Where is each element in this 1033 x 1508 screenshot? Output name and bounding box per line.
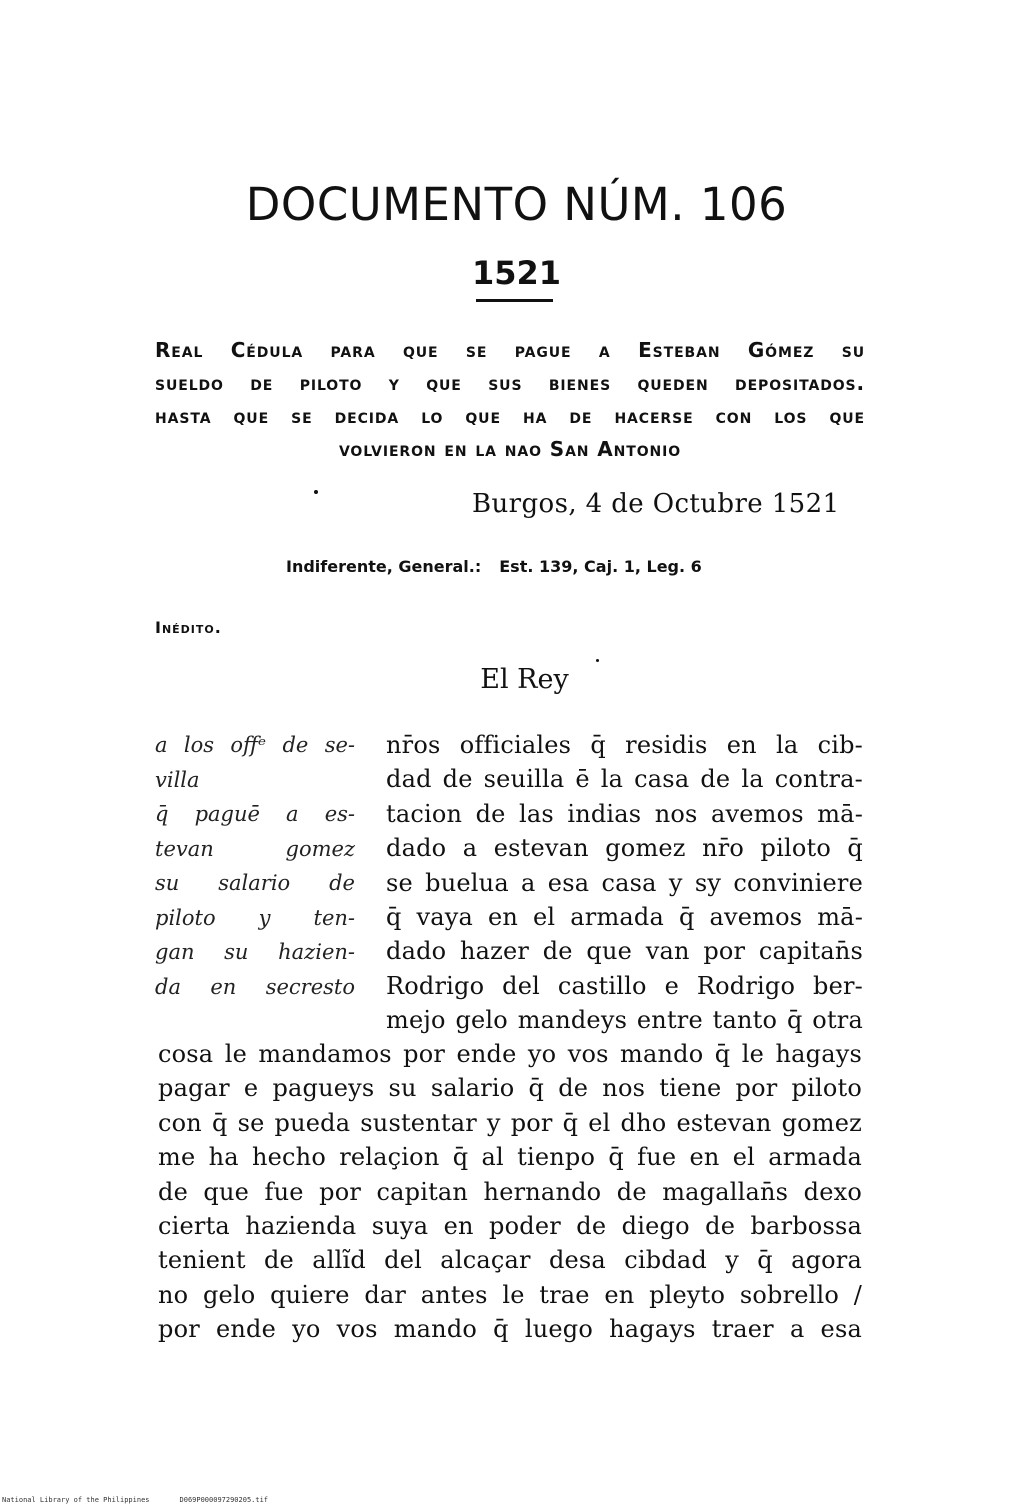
year-underline xyxy=(476,299,553,302)
archive-reference: Est. 139, Caj. 1, Leg. 6 xyxy=(499,557,702,576)
body-line: nr̄os officiales q̄ residis en la cib- xyxy=(386,731,863,759)
archive-section: Indiferente, General.: xyxy=(286,557,482,576)
body-line: con q̄ se pueda sustentar y por q̄ el dho estevan gomez xyxy=(158,1108,862,1137)
document-summary xyxy=(155,334,865,466)
body-line: me ha hecho relaçion q̄ al tienpo q̄ fue en el armada xyxy=(158,1143,862,1172)
margin-note-line: gan su hazien- xyxy=(155,940,355,964)
body-line: q̄ vaya en el armada q̄ avemos mā- xyxy=(386,903,863,932)
archive-reference-line xyxy=(286,557,720,576)
summary-line: hasta que se decida lo que ha de hacerse con los que xyxy=(155,404,865,428)
body-line: tenient de allĩd del alcaçar desa cibdad y q̄ agora xyxy=(158,1246,862,1275)
stray-mark xyxy=(596,659,599,662)
footer-file: D069P000097290205.tif xyxy=(179,1496,269,1504)
body-line: dad de seuilla ē la casa de la contra- xyxy=(386,765,863,794)
margin-note-line: da en secresto xyxy=(155,974,355,999)
stray-mark xyxy=(314,490,318,494)
body-line: mejo gelo mandeys entre tanto q̄ otra xyxy=(386,1006,863,1035)
publication-status: Inédito. xyxy=(155,618,222,637)
body-line: por ende yo vos mando q̄ luego hagays traer a esa xyxy=(158,1315,862,1344)
body-line: no gelo quiere dar antes le trae en pleyto sobrello / xyxy=(158,1280,862,1309)
summary-line: volvieron en la nao San Antonio xyxy=(338,437,682,461)
scan-footer xyxy=(2,1496,298,1504)
place-date: Burgos, 4 de Octubre 1521 xyxy=(472,489,840,519)
body-line: cierta hazienda suya en poder de diego de barbossa xyxy=(158,1212,862,1241)
document-year: 1521 xyxy=(471,254,562,292)
margin-note-line: a los offᵉ de se- xyxy=(155,733,355,757)
body-line: de que fue por capitan hernando de magallan̄s dexo xyxy=(158,1177,862,1206)
margin-note-line: piloto y ten- xyxy=(155,905,355,930)
margin-note-line: su salario de xyxy=(155,871,355,895)
body-text-wide xyxy=(158,1037,862,1347)
margin-note-line: tevan gomez xyxy=(155,836,355,861)
body-line: pagar e pagueys su salario q̄ de nos tiene por piloto xyxy=(158,1074,862,1103)
body-line: se buelua a esa casa y sy conviniere xyxy=(386,868,863,897)
section-heading: El Rey xyxy=(480,664,569,695)
body-line: Rodrigo del castillo e Rodrigo ber- xyxy=(386,971,863,1000)
body-line: dado hazer de que van por capitan̄s xyxy=(386,937,863,966)
footer-library: National Library of the Philippines xyxy=(2,1496,150,1504)
margin-note xyxy=(155,728,355,1004)
margin-note-line: q̄ paguē a es- xyxy=(155,802,355,826)
body-line: cosa le mandamos por ende yo vos mando q̄ le hagays xyxy=(158,1040,862,1068)
summary-line: sueldo de piloto y que sus bienes queden depositados. xyxy=(155,371,865,395)
summary-line: Real Cédula para que se pague a Esteban Gómez su xyxy=(155,338,865,362)
body-text-narrow xyxy=(386,728,863,1038)
body-line: dado a estevan gomez nr̄o piloto q̄ xyxy=(386,834,863,863)
document-title: DOCUMENTO NÚM. 106 xyxy=(245,178,788,231)
margin-note-line: villa xyxy=(155,767,200,792)
body-line: tacion de las indias nos avemos mā- xyxy=(386,799,863,828)
